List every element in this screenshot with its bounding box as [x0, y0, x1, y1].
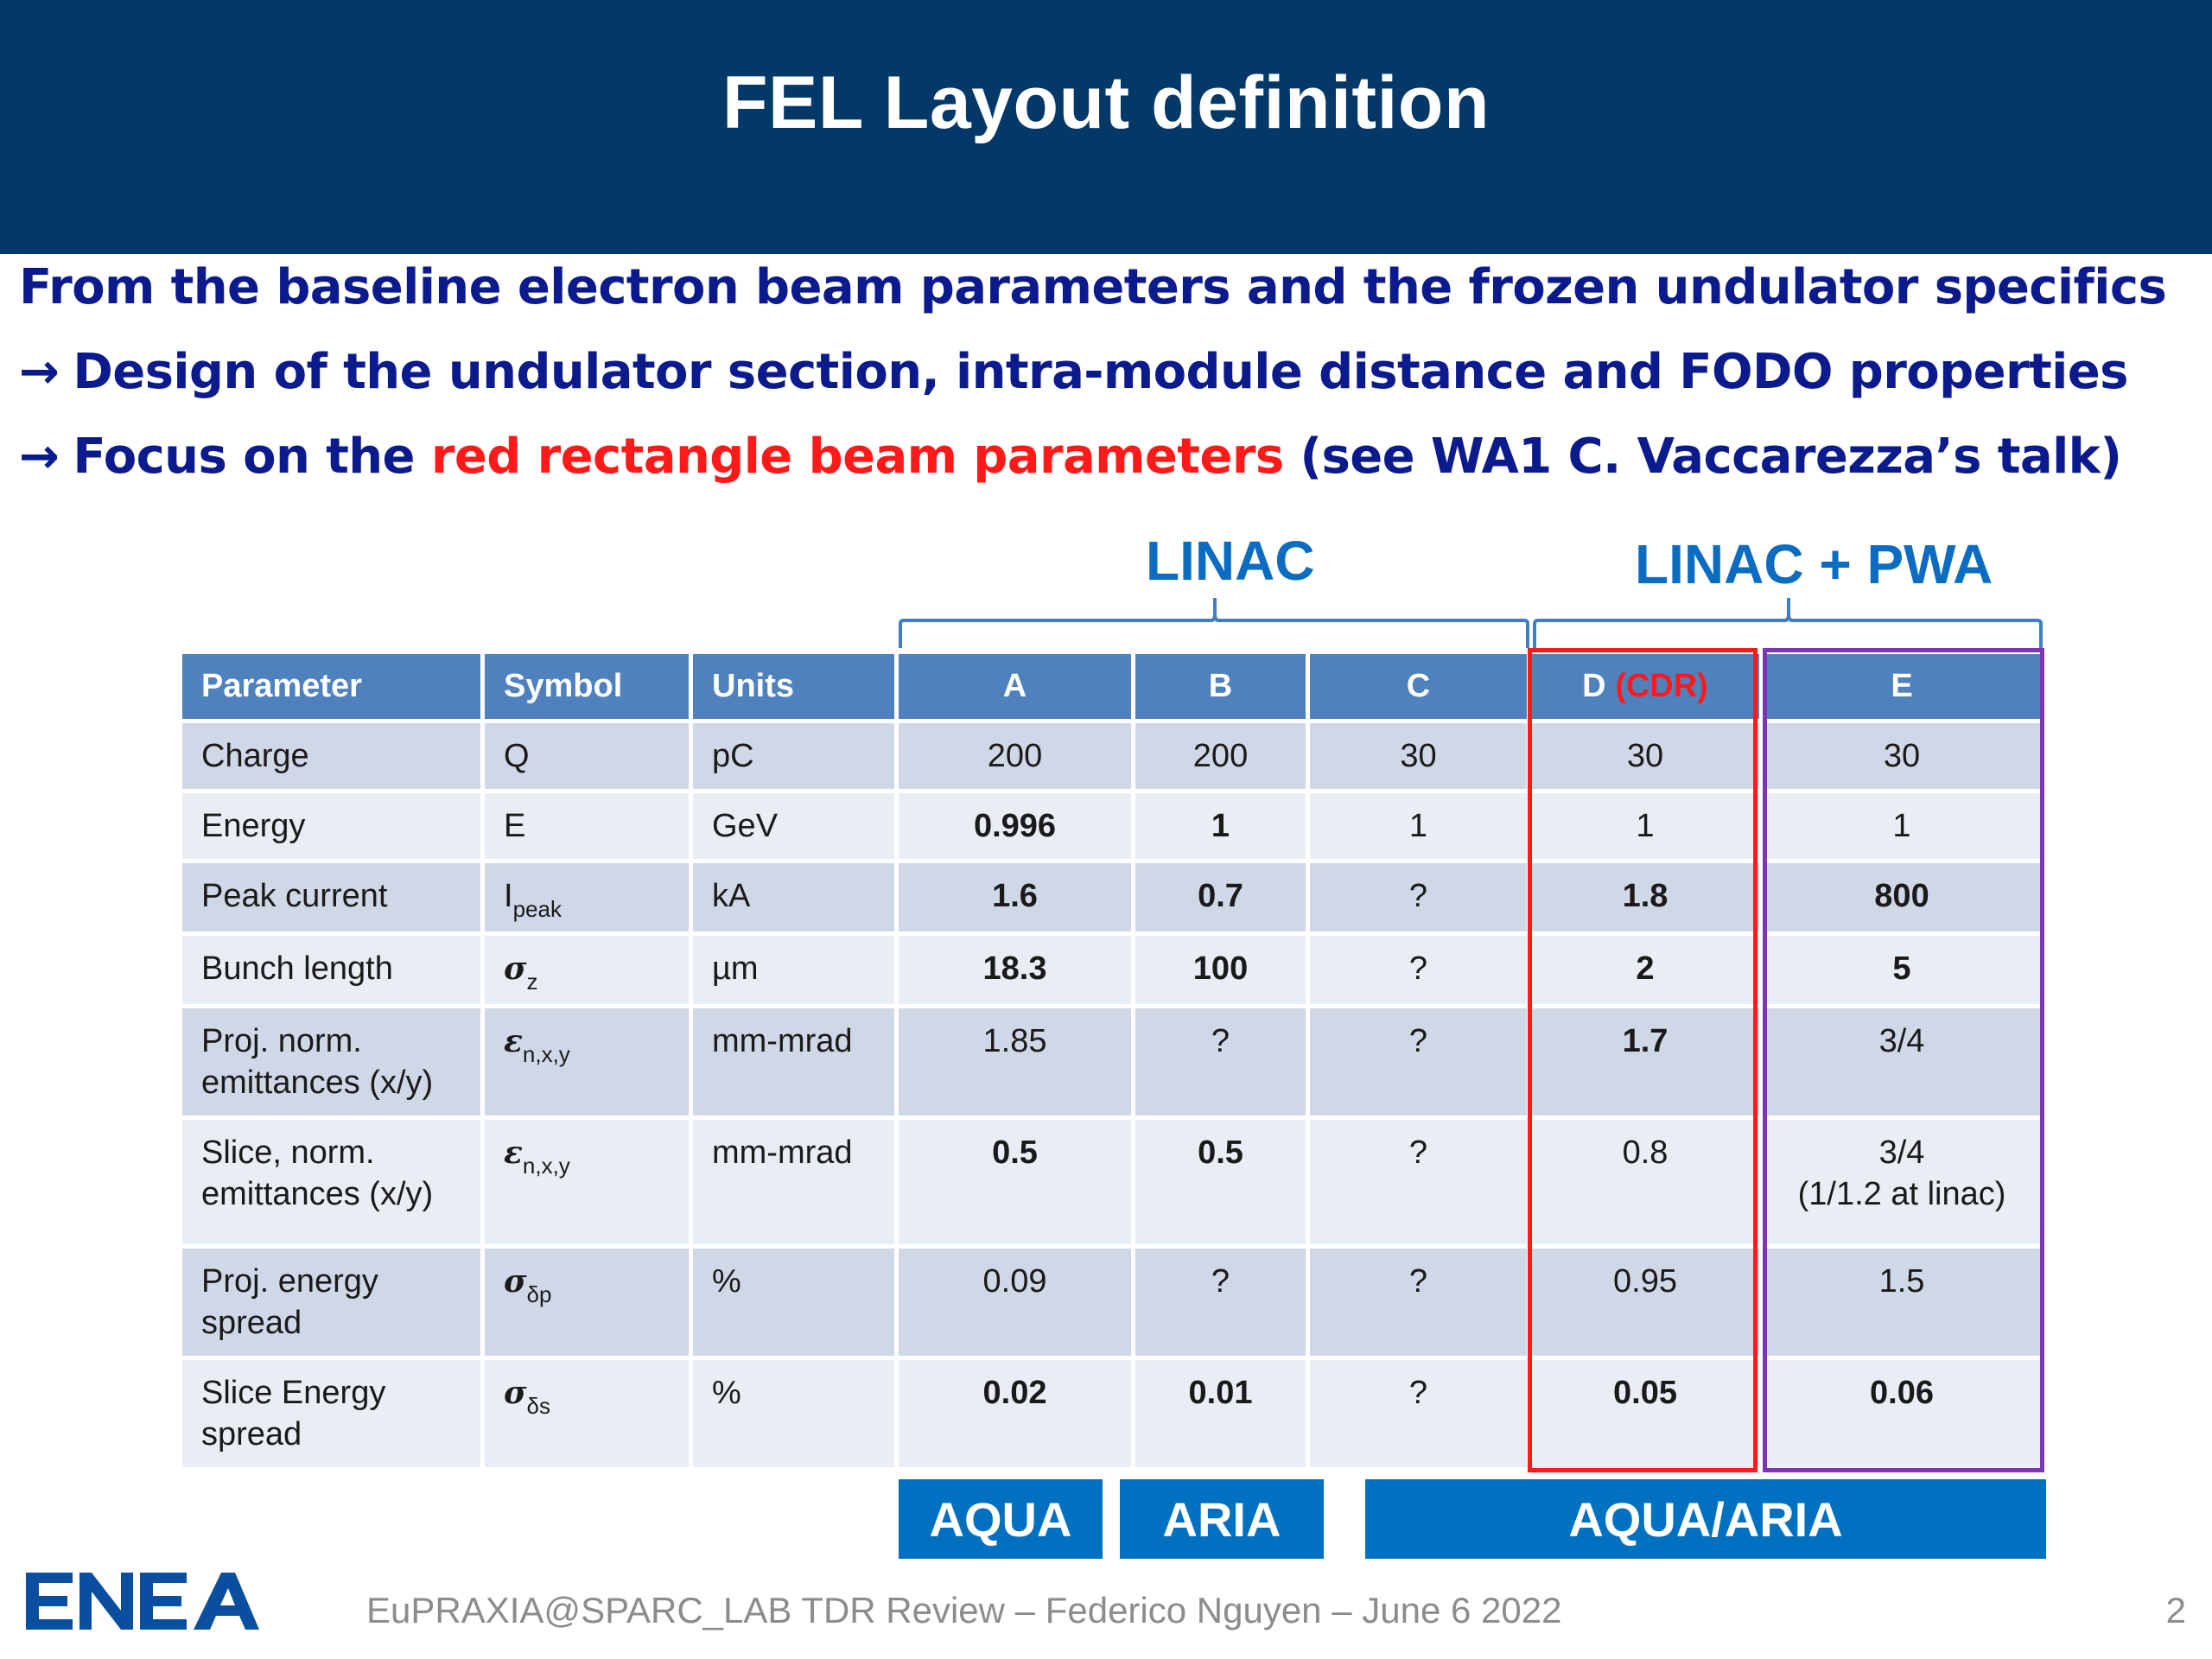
value-b: 200 — [1135, 723, 1306, 789]
units-cell: pC — [693, 723, 894, 789]
header-c: C — [1310, 654, 1527, 719]
value-d: 2 — [1531, 936, 1759, 1004]
header-e: E — [1764, 654, 2040, 719]
header-d: D (CDR) — [1531, 654, 1759, 719]
units-cell: µm — [693, 936, 894, 1004]
symbol-cell: E — [485, 793, 689, 859]
param-cell: Charge — [182, 723, 480, 789]
param-cell: Energy — [182, 793, 480, 859]
value-e: 1 — [1764, 793, 2040, 859]
value-b: 0.5 — [1135, 1120, 1306, 1244]
value-d: 1 — [1531, 793, 1759, 859]
header-symbol: Symbol — [485, 654, 689, 719]
units-cell: mm-mrad — [693, 1008, 894, 1116]
red-highlight-text: red rectangle beam parameters — [430, 429, 1284, 485]
value-c: ? — [1310, 936, 1527, 1004]
param-cell: Proj. energy spread — [182, 1249, 480, 1356]
value-e: 0.06 — [1764, 1360, 2040, 1467]
table-row — [182, 723, 2040, 789]
value-e: 1.5 — [1764, 1249, 2040, 1356]
symbol-cell: $\varepsilon_{n,x,y}$ — [485, 1008, 689, 1116]
table-row — [182, 793, 2040, 859]
symbol-cell: $\sigma_{\delta s}$ — [485, 1360, 689, 1467]
value-d: 0.95 — [1531, 1249, 1759, 1356]
linac-pwa-brace — [1535, 598, 2041, 648]
group-braces — [0, 0, 2212, 657]
value-b: 100 — [1135, 936, 1306, 1004]
intro-line-3: → Focus on the red rectangle beam parameters (see WA1 C. Vaccarezza’s talk) — [19, 429, 2122, 485]
table-row — [182, 936, 2040, 1004]
value-b: 1 — [1135, 793, 1306, 859]
table-row — [182, 863, 2040, 931]
option-e-highlight-rectangle — [1763, 648, 2044, 1472]
units-cell: kA — [693, 863, 894, 931]
value-d: 0.8 — [1531, 1120, 1759, 1244]
linac-group-label: LINAC — [1146, 530, 1315, 592]
arrow-icon: → — [19, 344, 60, 400]
linac-brace — [900, 598, 1528, 648]
header-parameter: Parameter — [182, 654, 480, 719]
symbol-cell: $\varepsilon_{n,x,y}$ — [485, 1120, 689, 1244]
cdr-note: (CDR) — [1615, 668, 1708, 704]
value-c: ? — [1310, 1360, 1527, 1467]
param-cell: Peak current — [182, 863, 480, 931]
header-units: Units — [693, 654, 894, 719]
units-cell: % — [693, 1360, 894, 1467]
intro-line-1: From the baseline electron beam parameters and the frozen undulator specifics — [19, 259, 2167, 315]
slide-title: FEL Layout definition — [722, 60, 1490, 144]
value-a: 0.5 — [899, 1120, 1131, 1244]
value-a: 0.02 — [899, 1360, 1131, 1467]
param-cell: Slice Energy spread — [182, 1360, 480, 1467]
enea-logo — [26, 1573, 259, 1630]
value-a: 18.3 — [899, 936, 1131, 1004]
value-e: 800 — [1764, 863, 2040, 931]
value-d: 30 — [1531, 723, 1759, 789]
param-cell: Proj. norm. emittances (x/y) — [182, 1008, 480, 1116]
value-d: 1.8 — [1531, 863, 1759, 931]
value-a: 1.85 — [899, 1008, 1131, 1116]
units-cell: mm-mrad — [693, 1120, 894, 1244]
page-number: 2 — [2165, 1590, 2186, 1630]
symbol-cell: $\sigma_{\delta p}$ — [485, 1249, 689, 1356]
value-a: 0.996 — [899, 793, 1131, 859]
linac-pwa-group-label: LINAC + PWA — [1635, 533, 1993, 595]
param-cell: Bunch length — [182, 936, 480, 1004]
aqua-aria-machine-label: AQUA/ARIA — [1365, 1479, 2046, 1559]
header-b: B — [1135, 654, 1306, 719]
value-c: ? — [1310, 863, 1527, 931]
table-header-row — [182, 654, 2040, 719]
param-cell: Slice, norm. emittances (x/y) — [182, 1120, 480, 1244]
units-cell: % — [693, 1249, 894, 1356]
value-e: 5 — [1764, 936, 2040, 1004]
value-c: ? — [1310, 1249, 1527, 1356]
value-d: 1.7 — [1531, 1008, 1759, 1116]
aria-machine-label: ARIA — [1120, 1479, 1324, 1559]
header-a: A — [899, 654, 1131, 719]
table-row — [182, 1249, 2040, 1356]
value-c: ? — [1310, 1120, 1527, 1244]
value-e: 3/4 (1/1.2 at linac) — [1764, 1120, 2040, 1244]
value-b: 0.01 — [1135, 1360, 1306, 1467]
table-row — [182, 1120, 2040, 1244]
symbol-cell: Q — [485, 723, 689, 789]
cdr-highlight-rectangle — [1528, 648, 1758, 1472]
units-cell: GeV — [693, 793, 894, 859]
value-b: ? — [1135, 1008, 1306, 1116]
value-a: 1.6 — [899, 863, 1131, 931]
value-a: 200 — [899, 723, 1131, 789]
value-a: 0.09 — [899, 1249, 1131, 1356]
value-c: ? — [1310, 1008, 1527, 1116]
arrow-icon: → — [19, 429, 60, 485]
value-c: 1 — [1310, 793, 1527, 859]
value-e: 30 — [1764, 723, 2040, 789]
value-e: 3/4 — [1764, 1008, 2040, 1116]
intro-line-2: → Design of the undulator section, intra-module distance and FODO properties — [19, 344, 2128, 400]
footer-text: EuPRAXIA@SPARC_LAB TDR Review – Federico Nguyen – June 6 2022 — [366, 1590, 1562, 1630]
value-c: 30 — [1310, 723, 1527, 789]
symbol-cell: $\sigma_z$ — [485, 936, 689, 1004]
table-row — [182, 1360, 2040, 1467]
aqua-machine-label: AQUA — [899, 1479, 1103, 1559]
symbol-cell: $I_{peak}$ — [485, 863, 689, 931]
value-b: 0.7 — [1135, 863, 1306, 931]
value-b: ? — [1135, 1249, 1306, 1356]
value-d: 0.05 — [1531, 1360, 1759, 1467]
table-row — [182, 1008, 2040, 1116]
